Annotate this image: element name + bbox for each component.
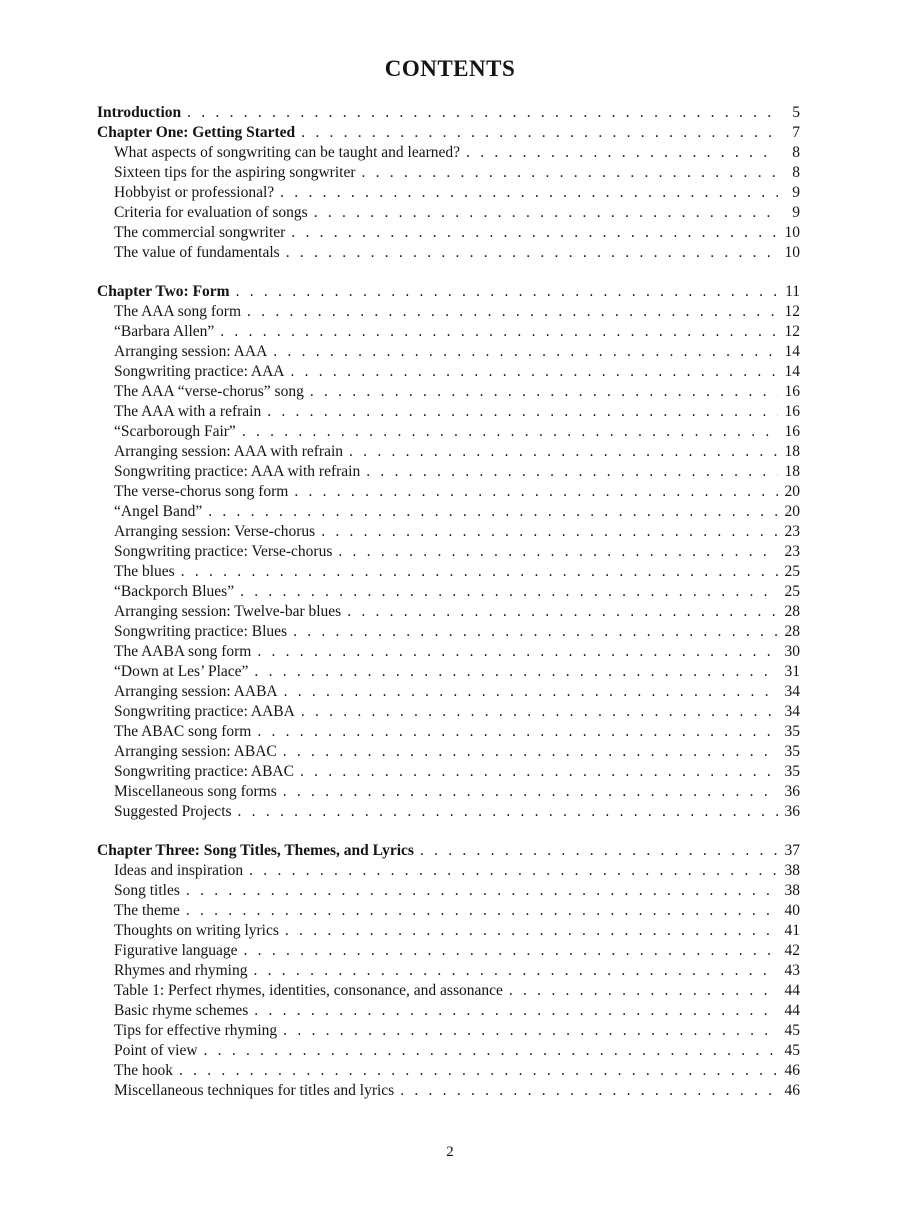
toc-entry-title: “Down at Les’ Place”	[114, 663, 249, 680]
toc-page-number: 36	[784, 783, 800, 800]
page-title: CONTENTS	[384, 56, 516, 81]
toc-entry-row[interactable]	[97, 223, 800, 243]
dot-leader	[301, 702, 778, 722]
toc-entry-row[interactable]	[97, 722, 800, 742]
toc-page-number: 36	[784, 803, 800, 820]
toc-entry-title: Songwriting practice: Verse-chorus	[114, 543, 333, 560]
toc-page-number: 20	[784, 483, 800, 500]
toc-entry-row[interactable]	[97, 921, 800, 941]
dot-leader	[466, 143, 778, 163]
dot-leader	[253, 961, 778, 981]
toc-entry-title: The AAA song form	[114, 303, 242, 320]
dot-leader	[242, 422, 778, 442]
toc-page-number: 34	[784, 703, 800, 720]
toc-page-number: 37	[784, 842, 800, 859]
dot-leader	[509, 981, 778, 1001]
toc-entry-row[interactable]	[97, 143, 800, 163]
toc-page-number: 9	[792, 204, 800, 221]
toc-page-number: 7	[792, 124, 800, 141]
toc-page-number: 16	[784, 383, 800, 400]
toc-entry-row[interactable]	[97, 762, 800, 782]
toc-entry-row[interactable]	[97, 682, 800, 702]
dot-leader	[347, 602, 778, 622]
toc-entry-row[interactable]	[97, 502, 800, 522]
toc-page-number: 12	[784, 323, 800, 340]
toc-entry-row[interactable]	[97, 163, 800, 183]
toc-entry-title: Table 1: Perfect rhymes, identities, consonance, and assonance	[114, 982, 503, 999]
dot-leader	[283, 1021, 778, 1041]
dot-leader	[301, 123, 778, 143]
dot-leader	[249, 861, 778, 881]
toc-page-number: 16	[784, 423, 800, 440]
toc-entry-title: The theme	[114, 902, 180, 919]
dot-leader	[186, 901, 778, 921]
dot-leader	[208, 502, 778, 522]
toc-entry-title: Thoughts on writing lyrics	[114, 922, 279, 939]
dot-leader	[420, 841, 778, 861]
toc-page-number: 40	[784, 902, 800, 919]
toc-page-number: 25	[784, 583, 800, 600]
toc-entry-row[interactable]	[97, 901, 800, 921]
dot-leader	[220, 322, 778, 342]
toc-entry-row[interactable]	[97, 662, 800, 682]
toc-page-number: 38	[784, 862, 800, 879]
toc-chapter-row[interactable]	[97, 841, 800, 861]
dot-leader	[314, 203, 778, 223]
toc-entry-title: Songwriting practice: ABAC	[114, 763, 294, 780]
toc-entry-title: Introduction	[97, 104, 182, 121]
toc-entry-row[interactable]	[97, 782, 800, 802]
toc-entry-title: Songwriting practice: Blues	[114, 623, 288, 640]
toc-entry-row[interactable]	[97, 302, 800, 322]
toc-chapter-row[interactable]	[97, 123, 800, 143]
toc-page-number: 42	[784, 942, 800, 959]
toc-entry-title: The AAA with a refrain	[114, 403, 262, 420]
toc-page-number: 45	[784, 1022, 800, 1039]
toc-entry-title: Arranging session: AAA	[114, 343, 268, 360]
toc-page-number: 45	[784, 1042, 800, 1059]
toc-page-number: 9	[792, 184, 800, 201]
toc-entry-title: The value of fundamentals	[114, 244, 280, 261]
toc-entry-title: Criteria for evaluation of songs	[114, 204, 308, 221]
dot-leader	[285, 921, 778, 941]
toc-entry-row[interactable]	[97, 1061, 800, 1081]
toc-entry-row[interactable]	[97, 642, 800, 662]
dot-leader	[284, 682, 778, 702]
toc-entry-title: “Angel Band”	[114, 503, 203, 520]
toc-entry-title: The commercial songwriter	[114, 224, 286, 241]
toc-page-number: 31	[784, 663, 800, 680]
toc-entry-title: The ABAC song form	[114, 723, 252, 740]
dot-leader	[321, 522, 778, 542]
dot-leader	[244, 941, 778, 961]
toc-entry-title: Song titles	[114, 882, 180, 899]
toc-page-number: 8	[792, 144, 800, 161]
toc-entry-title: Suggested Projects	[114, 803, 232, 820]
toc-entry-row[interactable]	[97, 562, 800, 582]
toc-entry-row[interactable]	[97, 422, 800, 442]
toc-entry-title: Songwriting practice: AABA	[114, 703, 295, 720]
toc-entry-title: Arranging session: ABAC	[114, 743, 277, 760]
toc-page-number: 18	[784, 443, 800, 460]
dot-leader	[254, 662, 778, 682]
toc-page-number: 35	[784, 723, 800, 740]
toc-entry-row[interactable]	[97, 941, 800, 961]
toc-entry-row[interactable]	[97, 402, 800, 422]
toc-entry-title: Chapter One: Getting Started	[97, 124, 296, 141]
toc-entry-title: Chapter Two: Form	[97, 283, 230, 300]
dot-leader	[283, 742, 778, 762]
toc-entry-row[interactable]	[97, 981, 800, 1001]
toc-entry-title: Rhymes and rhyming	[114, 962, 248, 979]
toc-page-number: 5	[792, 104, 800, 121]
toc-page-number: 38	[784, 882, 800, 899]
toc-entry-row[interactable]	[97, 362, 800, 382]
dot-leader	[181, 562, 778, 582]
toc-entry-row[interactable]	[97, 702, 800, 722]
toc-entry-title: Miscellaneous song forms	[114, 783, 277, 800]
toc-entry-row[interactable]	[97, 542, 800, 562]
toc-entry-title: Ideas and inspiration	[114, 862, 244, 879]
toc-entry-row[interactable]	[97, 582, 800, 602]
toc-entry-row[interactable]	[97, 243, 800, 263]
toc-page-number: 44	[784, 982, 800, 999]
toc-chapter-row[interactable]	[97, 103, 800, 123]
toc-page-number: 46	[784, 1062, 800, 1079]
toc-entry-row[interactable]	[97, 183, 800, 203]
toc-page-number: 18	[784, 463, 800, 480]
dot-leader	[240, 582, 778, 602]
toc-entry-row[interactable]	[97, 342, 800, 362]
toc-entry-row[interactable]	[97, 522, 800, 542]
toc-entry-title: Arranging session: Twelve-bar blues	[114, 603, 342, 620]
toc-page-number: 41	[784, 922, 800, 939]
toc-entry-row[interactable]	[97, 742, 800, 762]
dot-leader	[267, 402, 778, 422]
toc-entry-row[interactable]	[97, 1001, 800, 1021]
dot-leader	[187, 103, 778, 123]
dot-leader	[280, 183, 778, 203]
toc-entry-title: Sixteen tips for the aspiring songwriter	[114, 164, 356, 181]
dot-leader	[186, 881, 778, 901]
toc-entry-title: Chapter Three: Song Titles, Themes, and Lyrics	[97, 842, 414, 859]
dot-leader	[179, 1061, 778, 1081]
section-spacer	[97, 822, 800, 841]
toc-entry-row[interactable]	[97, 861, 800, 881]
toc-page-number: 14	[784, 343, 800, 360]
toc-entry-title: “Barbara Allen”	[114, 323, 215, 340]
dot-leader	[300, 762, 778, 782]
toc-page-number: 44	[784, 1002, 800, 1019]
dot-leader	[273, 342, 778, 362]
dot-leader	[400, 1081, 778, 1101]
toc-entry-title: Miscellaneous techniques for titles and lyrics	[114, 1082, 395, 1099]
toc-page-number: 28	[784, 623, 800, 640]
toc-entry-title: “Backporch Blues”	[114, 583, 235, 600]
dot-leader	[204, 1041, 778, 1061]
table-of-contents	[97, 103, 800, 1101]
toc-entry-row[interactable]	[97, 322, 800, 342]
toc-chapter-row[interactable]	[97, 282, 800, 302]
toc-entry-row[interactable]	[97, 382, 800, 402]
toc-entry-row[interactable]	[97, 802, 800, 822]
toc-page-number: 34	[784, 683, 800, 700]
dot-leader	[283, 782, 778, 802]
toc-page-number: 10	[784, 244, 800, 261]
toc-page-number: 11	[785, 283, 800, 300]
toc-page-number: 16	[784, 403, 800, 420]
toc-entry-title: “Scarborough Fair”	[114, 423, 236, 440]
toc-page-number: 46	[784, 1082, 800, 1099]
toc-page-number: 23	[784, 523, 800, 540]
toc-entry-row[interactable]	[97, 1021, 800, 1041]
toc-page-number: 20	[784, 503, 800, 520]
toc-entry-row[interactable]	[97, 482, 800, 502]
toc-entry-title: Figurative language	[114, 942, 238, 959]
toc-entry-title: Arranging session: Verse-chorus	[114, 523, 316, 540]
toc-entry-row[interactable]	[97, 1041, 800, 1061]
toc-entry-row[interactable]	[97, 462, 800, 482]
page-number: 2	[446, 1144, 454, 1160]
toc-entry-title: The verse-chorus song form	[114, 483, 289, 500]
toc-entry-title: Arranging session: AABA	[114, 683, 278, 700]
dot-leader	[294, 482, 778, 502]
toc-entry-title: Hobbyist or professional?	[114, 184, 275, 201]
toc-page-number: 35	[784, 763, 800, 780]
dot-leader	[338, 542, 778, 562]
toc-page-number: 43	[784, 962, 800, 979]
section-spacer	[97, 263, 800, 282]
dot-leader	[236, 282, 778, 302]
toc-entry-title: Tips for effective rhyming	[114, 1022, 278, 1039]
toc-entry-title: The AAA “verse-chorus” song	[114, 383, 304, 400]
toc-page-number: 35	[784, 743, 800, 760]
dot-leader	[290, 362, 778, 382]
dot-leader	[286, 243, 778, 263]
toc-entry-row[interactable]	[97, 602, 800, 622]
toc-page-number: 28	[784, 603, 800, 620]
toc-page-number: 25	[784, 563, 800, 580]
dot-leader	[362, 163, 779, 183]
toc-entry-title: What aspects of songwriting can be taught and learned?	[114, 144, 461, 161]
dot-leader	[366, 462, 778, 482]
dot-leader	[254, 1001, 778, 1021]
dot-leader	[349, 442, 778, 462]
toc-entry-title: Basic rhyme schemes	[114, 1002, 249, 1019]
toc-page-number: 30	[784, 643, 800, 660]
toc-entry-row[interactable]	[97, 203, 800, 223]
toc-entry-row[interactable]	[97, 442, 800, 462]
toc-page-number: 8	[792, 164, 800, 181]
toc-entry-row[interactable]	[97, 1081, 800, 1101]
toc-entry-title: The blues	[114, 563, 175, 580]
toc-entry-title: Songwriting practice: AAA with refrain	[114, 463, 361, 480]
toc-entry-row[interactable]	[97, 881, 800, 901]
toc-entry-title: Point of view	[114, 1042, 198, 1059]
toc-entry-row[interactable]	[97, 961, 800, 981]
toc-page-number: 23	[784, 543, 800, 560]
toc-entry-title: The hook	[114, 1062, 173, 1079]
toc-page-number: 10	[784, 224, 800, 241]
dot-leader	[291, 223, 778, 243]
dot-leader	[257, 642, 778, 662]
toc-entry-title: Arranging session: AAA with refrain	[114, 443, 344, 460]
dot-leader	[293, 622, 778, 642]
toc-page-number: 12	[784, 303, 800, 320]
dot-leader	[310, 382, 778, 402]
dot-leader	[247, 302, 778, 322]
dot-leader	[238, 802, 778, 822]
dot-leader	[257, 722, 778, 742]
toc-entry-title: Songwriting practice: AAA	[114, 363, 285, 380]
toc-entry-title: The AABA song form	[114, 643, 252, 660]
toc-page-number: 14	[784, 363, 800, 380]
toc-entry-row[interactable]	[97, 622, 800, 642]
